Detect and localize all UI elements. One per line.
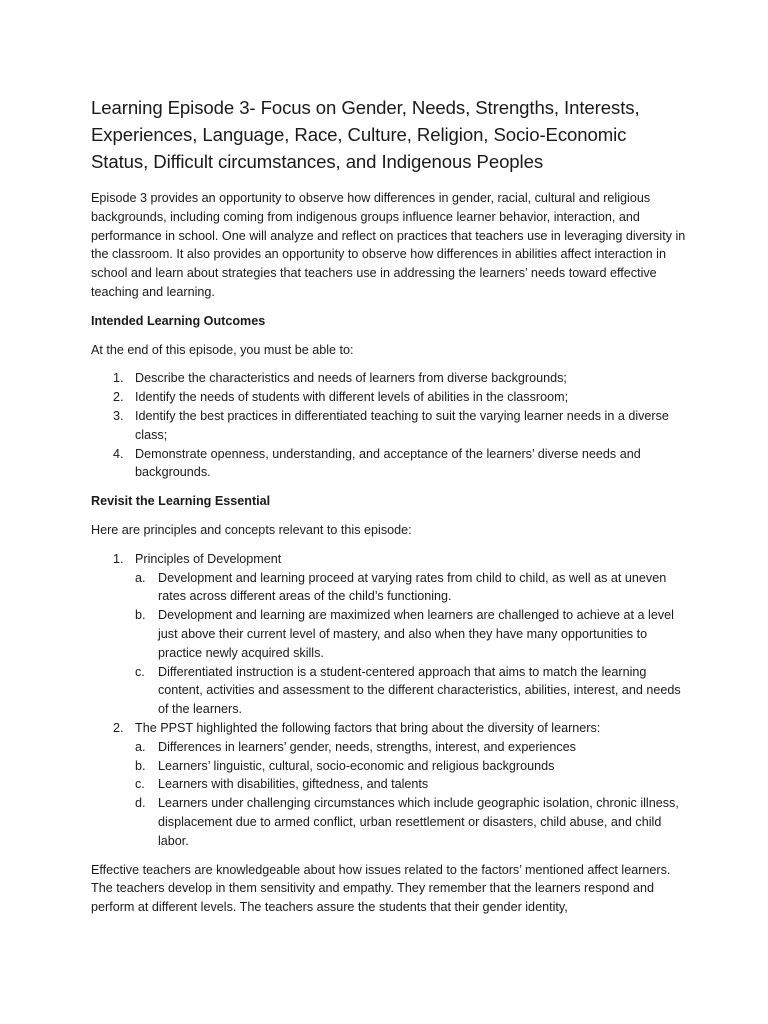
sub-item-text: Differentiated instruction is a student-centered approach that aims to match the learning content, activities and assessment to the different characteristics, abilities, interest, and needs of the learners. [158,664,681,717]
sub-item-letter: b. [135,758,146,773]
item-number: 1. [113,551,124,566]
sub-list [135,569,688,719]
sub-list-item [135,738,688,757]
sub-item-text: Development and learning are maximized when learners are challenged to achieve at a level just above their current level of mastery, and also when they have many opportunities to practice newly acquired skills. [158,608,674,660]
item-number: 2. [113,720,124,735]
sub-item-letter: a. [135,570,146,585]
sub-list-item [135,569,688,607]
sub-list-item [135,794,688,850]
item-number: 1. [113,371,124,386]
list-item [91,445,688,483]
item-number: 3. [113,408,124,423]
sub-list-item [135,757,688,776]
sub-item-text: Learners under challenging circumstances which include geographic isolation, chronic illness, displacement due to armed conflict, urban resettlement or disasters, child abuse, and child labor. [158,796,679,848]
item-number: 2. [113,390,124,405]
sub-list-item [135,663,688,719]
sub-item-text: Learners’ linguistic, cultural, socio-economic and religious backgrounds [158,758,555,773]
concepts-list [91,550,688,851]
item-number: 4. [113,446,124,461]
item-text: Identify the needs of students with different levels of abilities in the classroom; [135,390,569,405]
sub-item-letter: c. [135,777,145,792]
closing-paragraph: Effective teachers are knowledgeable about how issues related to the factors’ mentioned affect learners. The teachers develop in them sensitivity and empathy. They remember that the learners respond and perform at different levels. The teachers assure the students that their gender identity, [91,862,671,915]
sub-item-letter: c. [135,664,145,679]
sub-item-letter: b. [135,608,146,623]
document-title: Learning Episode 3- Focus on Gender, Needs, Strengths, Interests, Experiences, Language, Race, Culture, Religion, Socio-Economic Status, Difficult circumstances, and Indigenous Peoples [91,97,640,172]
sub-item-letter: d. [135,796,146,811]
revisit-heading: Revisit the Learning Essential [91,494,271,509]
sub-list-item [135,775,688,794]
item-text: Demonstrate openness, understanding, and acceptance of the learners’ diverse needs and backgrounds. [135,446,641,480]
outcomes-list [91,369,688,482]
item-text: Identify the best practices in differentiated teaching to suit the varying learner needs in a diverse class; [135,408,669,442]
item-text: The PPST highlighted the following factors that bring about the diversity of learners: [135,720,601,735]
outcomes-lead: At the end of this episode, you must be able to: [91,342,354,357]
sub-item-text: Development and learning proceed at varying rates from child to child, as well as at uneven rates across different areas of the child’s functioning. [158,570,667,604]
sub-item-text: Differences in learners’ gender, needs, strengths, interest, and experiences [158,739,576,754]
sub-list [135,738,688,851]
sub-list-item [135,606,688,662]
list-item [91,388,688,407]
sub-item-letter: a. [135,739,146,754]
outcomes-heading: Intended Learning Outcomes [91,313,266,328]
sub-item-text: Learners with disabilities, giftedness, and talents [158,777,429,792]
item-text: Principles of Development [135,551,282,566]
intro-paragraph: Episode 3 provides an opportunity to observe how differences in gender, racial, cultural and religious backgrounds, including coming from indigenous groups influence learner behavior, interaction, and performance in school. One will analyze and reflect on practices that teachers use in leveraging diversity in the classroom. It also provides an opportunity to observe how differences in abilities affect interaction in school and learn about strategies that teachers use in addressing the learners’ needs toward effective teaching and learning. [91,191,686,299]
list-item [91,369,688,388]
list-item [91,719,688,851]
list-item [91,407,688,445]
list-item [91,550,688,719]
revisit-lead: Here are principles and concepts relevant to this episode: [91,522,412,537]
item-text: Describe the characteristics and needs of learners from diverse backgrounds; [135,371,567,386]
